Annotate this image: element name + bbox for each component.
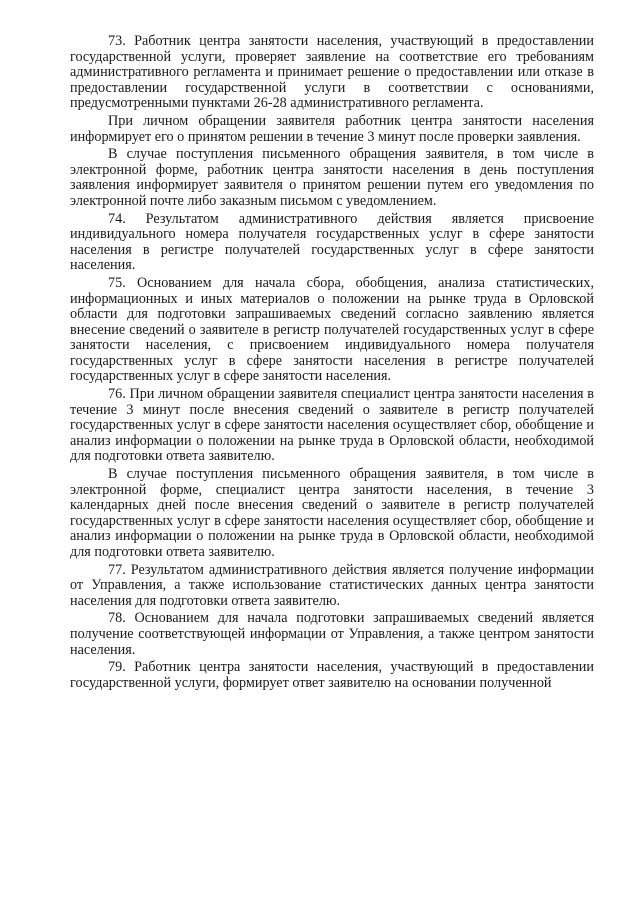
- paragraph-78: 78. Основанием для начала подготовки запрашиваемых сведений является получение соответствующей информации от Управления, а также центром занятости населения.: [70, 610, 594, 658]
- paragraph-73-written-appeal: В случае поступления письменного обращения заявителя, в том числе в электронной форме, работник центра занятости населения в день поступления заявления информирует заявителя о принятом решении путем его уведомления по электронной почте либо заказным письмом с уведомлением.: [70, 146, 594, 209]
- paragraph-76: 76. При личном обращении заявителя специалист центра занятости населения в течение 3 минут после внесения сведений о заявителе в регистр получателей государственных услуг в сфере занятости населения осуществляет сбор, обобщение и анализ информации о положении на рынке труда в Орловской области, необходимой для подготовки ответа заявителю.: [70, 386, 594, 465]
- document-page: [70, 34, 594, 693]
- paragraph-74: 74. Результатом административного действия является присвоение индивидуального номера получателя государственных услуг в сфере занятости населения в регистре получателей государственных услуг в сфере занятости населения.: [70, 210, 594, 274]
- paragraph-76-written-appeal: В случае поступления письменного обращения заявителя, в том числе в электронной форме, специалист центра занятости населения, в течение 3 календарных дней после внесения сведений о заявителе в регистр получателей государственных услуг в сфере занятости населения осуществляет сбор, обобщение и анализ информации о положении на рынке труда в Орловской области, необходимой для подготовки ответа заявителю.: [70, 466, 594, 560]
- paragraph-73-personal-appeal: При личном обращении заявителя работник центра занятости населения информирует его о принятом решении в течение 3 минут после проверки заявления.: [70, 112, 594, 145]
- paragraph-73: 73. Работник центра занятости населения, участвующий в предоставлении государственной услуги, проверяет заявление на соответствие его требованиям административного регламента и принимает решение о предоставлении или отказе в предоставлении государственной услуги в соответствии с основаниями, предусмотренными пунктами 26-28 административного регламента.: [70, 33, 594, 112]
- paragraph-77: 77. Результатом административного действия является получение информации от Управления, а также использование статистических данных центра занятости населения для подготовки ответа заявителю.: [70, 561, 594, 609]
- paragraph-79: 79. Работник центра занятости населения, участвующий в предоставлении государственной услуги, формирует ответ заявителю на основании полученной: [70, 659, 594, 691]
- paragraph-75: 75. Основанием для начала сбора, обобщения, анализа статистических, информационных и иных материалов о положении на рынке труда в Орловской области для подготовки запрашиваемых сведений согласно заявлению является внесение сведений о заявителе в регистр получателей государственных услуг в сфере занятости населения, с присвоением индивидуального номера получателя государственных услуг в сфере занятости населения в регистре получателей государственных услуг в сфере занятости населения.: [70, 274, 594, 385]
